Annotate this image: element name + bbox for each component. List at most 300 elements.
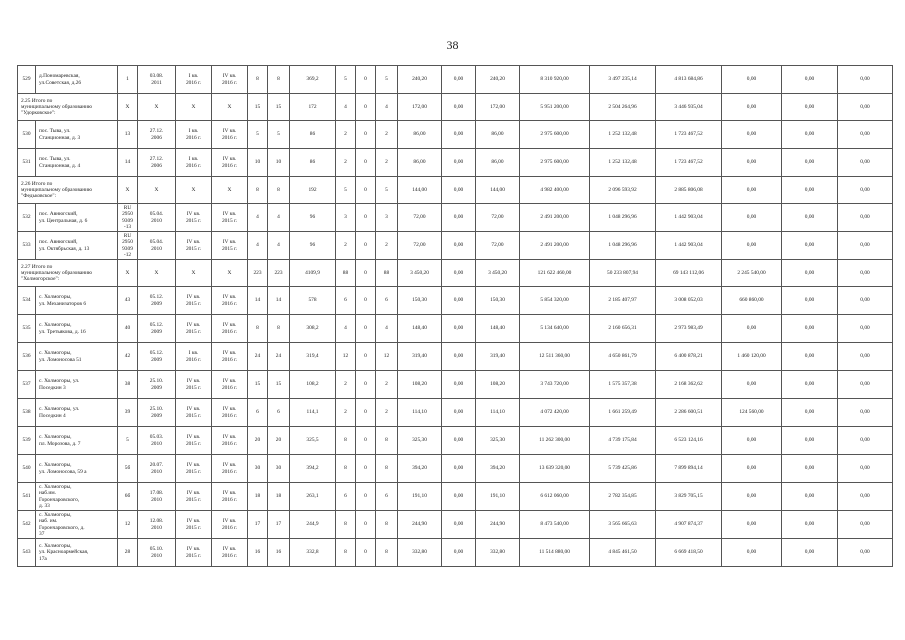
table-cell: 319,40	[476, 343, 520, 371]
table-cell: IV кв. 2015 г.	[212, 232, 248, 260]
table-cell: X	[118, 260, 138, 287]
table-cell: 0,00	[782, 455, 838, 483]
table-row	[18, 455, 893, 483]
table-row	[18, 343, 893, 371]
table-cell: 0,00	[722, 204, 782, 232]
table-cell: IV кв. 2015 г.	[176, 399, 212, 427]
table-cell: 3 743 720,00	[520, 371, 590, 399]
table-cell: 0,00	[838, 539, 893, 567]
table-cell: 0,00	[838, 371, 893, 399]
table-cell: 8	[248, 315, 268, 343]
table-cell: 0	[356, 483, 376, 511]
table-cell: 5 951 200,00	[520, 94, 590, 121]
table-cell: 144,00	[476, 177, 520, 204]
table-cell: 0,00	[838, 260, 893, 287]
table-cell: 0,00	[838, 121, 893, 149]
table-cell: 0,00	[782, 315, 838, 343]
table-cell: 3 497 235,14	[590, 66, 656, 94]
table-cell: 4 650 861,79	[590, 343, 656, 371]
table-cell: 8	[336, 427, 356, 455]
table-cell: 0,00	[782, 539, 838, 567]
page-number: 38	[446, 38, 459, 52]
table-cell: 2 168 362,62	[656, 371, 722, 399]
table-cell: 8 473 540,00	[520, 511, 590, 539]
table-cell: 578	[290, 287, 336, 315]
table-cell: 6	[248, 399, 268, 427]
table-cell: X	[176, 260, 212, 287]
table-cell: 0,00	[838, 66, 893, 94]
table-cell: 2	[336, 149, 356, 177]
table-cell: 0	[356, 121, 376, 149]
table-cell: 14	[268, 287, 290, 315]
table-cell: IV кв. 2016 г.	[212, 315, 248, 343]
table-cell: 0,00	[782, 483, 838, 511]
table-cell: 541	[18, 483, 36, 511]
table-cell: 38	[118, 371, 138, 399]
table-cell: 17	[248, 511, 268, 539]
table-cell: 4	[336, 94, 356, 121]
table-cell: 2 491 200,00	[520, 232, 590, 260]
table-cell: 6	[268, 399, 290, 427]
table-cell: 4	[336, 315, 356, 343]
table-cell: I кв. 2016 г.	[176, 121, 212, 149]
table-cell: 0,00	[442, 121, 476, 149]
table-cell: X	[176, 177, 212, 204]
table-cell: 8	[376, 539, 398, 567]
table-cell: 1 723 467,52	[656, 121, 722, 149]
table-cell: 0,00	[782, 149, 838, 177]
table-cell: 12	[336, 343, 356, 371]
table-cell: 4 907 874,37	[656, 511, 722, 539]
table-cell: 05.12. 2009	[138, 287, 176, 315]
table-cell: 3 450,20	[398, 260, 442, 287]
table-cell: 69 143 112,06	[656, 260, 722, 287]
table-cell: 1 442 903,04	[656, 204, 722, 232]
table-cell: IV кв. 2016 г.	[212, 287, 248, 315]
table-cell: 86,00	[476, 149, 520, 177]
table-cell: 0,00	[782, 232, 838, 260]
table-cell: с. Холмогоры, ул. Механизаторов 6	[36, 287, 118, 315]
table-cell: 244,90	[398, 511, 442, 539]
table-cell: 3 565 665,63	[590, 511, 656, 539]
table-cell: 0,00	[838, 149, 893, 177]
table-row	[18, 315, 893, 343]
table-cell: 1 575 357,38	[590, 371, 656, 399]
table-cell: 538	[18, 399, 36, 427]
table-cell: 0	[356, 343, 376, 371]
table-cell: 2	[336, 371, 356, 399]
table-row	[18, 399, 893, 427]
table-cell: 0,00	[442, 177, 476, 204]
table-cell: 4 982 400,00	[520, 177, 590, 204]
table-cell: 5	[376, 66, 398, 94]
table-cell: IV кв. 2015 г.	[176, 204, 212, 232]
table-cell: 43	[118, 287, 138, 315]
table-cell: 0,00	[722, 371, 782, 399]
table-cell: 4 813 684,86	[656, 66, 722, 94]
table-cell: 5б	[118, 455, 138, 483]
table-cell: 4 072 420,00	[520, 399, 590, 427]
table-cell: 6	[376, 483, 398, 511]
table-cell: 11 262 300,00	[520, 427, 590, 455]
table-cell: 150,30	[398, 287, 442, 315]
table-cell: 4 845 461,50	[590, 539, 656, 567]
table-cell: IV кв. 2015 г.	[176, 511, 212, 539]
table-cell: 7 899 894,14	[656, 455, 722, 483]
table-cell: 325,5	[290, 427, 336, 455]
table-cell: 50 233 807,94	[590, 260, 656, 287]
table-cell: 5	[336, 66, 356, 94]
table-cell: 05.10. 2010	[138, 539, 176, 567]
table-cell: 28	[118, 539, 138, 567]
table-cell: 4	[376, 315, 398, 343]
table-cell: 14	[118, 149, 138, 177]
table-cell: с. Холмогоры, наб.им. Горончаровского, д. 33	[36, 483, 118, 511]
table-cell: 2 885 806,08	[656, 177, 722, 204]
table-cell: пос. Тыва, ул. Станционная, д. 4	[36, 149, 118, 177]
table-cell: 86,00	[476, 121, 520, 149]
table-cell: 529	[18, 66, 36, 94]
table-cell: 0,00	[442, 539, 476, 567]
table-cell: 0	[356, 511, 376, 539]
table-cell: 0,00	[442, 511, 476, 539]
table-cell: 2.25 Итого по муниципальному образованию "Удорковское":	[18, 94, 118, 121]
table-cell: 0,00	[442, 149, 476, 177]
table-cell: 3 446 935,04	[656, 94, 722, 121]
table-cell: 172,00	[398, 94, 442, 121]
table-cell: 2	[376, 121, 398, 149]
table-cell: 0	[356, 315, 376, 343]
table-cell: 6 669 418,50	[656, 539, 722, 567]
table-cell: 537	[18, 371, 36, 399]
table-cell: 1 661 259,49	[590, 399, 656, 427]
table-cell: с. Холмогоры, ул. Поседкин 3	[36, 371, 118, 399]
table-cell: 8	[336, 455, 356, 483]
table-cell: X	[138, 260, 176, 287]
total-row	[18, 94, 893, 121]
table-cell: 88	[336, 260, 356, 287]
table-cell: 5 134 640,00	[520, 315, 590, 343]
table-cell: 1 048 296,96	[590, 204, 656, 232]
table-cell: 394,2	[290, 455, 336, 483]
table-cell: 148,40	[476, 315, 520, 343]
table-cell: 05.03. 2010	[138, 427, 176, 455]
table-cell: IV кв. 2015 г.	[176, 371, 212, 399]
table-cell: 2 782 354,85	[590, 483, 656, 511]
total-row	[18, 260, 893, 287]
table-cell: IV кв. 2015 г.	[176, 287, 212, 315]
table-cell: 0,00	[722, 539, 782, 567]
table-cell: с. Холмогоры, ул. Красноармейская, 17а	[36, 539, 118, 567]
table-cell: IV кв. 2016 г.	[212, 66, 248, 94]
table-cell: с. Холмогоры, пл. Морозова, д. 7	[36, 427, 118, 455]
table-cell: 4	[268, 204, 290, 232]
table-row	[18, 427, 893, 455]
table-cell: X	[118, 177, 138, 204]
table-cell: 2 504 264,96	[590, 94, 656, 121]
table-cell: 0,00	[782, 371, 838, 399]
table-cell: 540	[18, 455, 36, 483]
table-cell: 108,2	[290, 371, 336, 399]
table-cell: 223	[248, 260, 268, 287]
table-cell: 2 096 593,92	[590, 177, 656, 204]
table-cell: 8	[376, 511, 398, 539]
table-cell: с. Холмогоры, ул. Ломоносова, 59 а	[36, 455, 118, 483]
table-cell: 0,00	[838, 204, 893, 232]
table-cell: IV кв. 2015 г.	[212, 204, 248, 232]
table-cell: 542	[18, 511, 36, 539]
table-cell: 660 860,00	[722, 287, 782, 315]
table-cell: 5 739 425,86	[590, 455, 656, 483]
table-cell: 13	[118, 121, 138, 149]
table-cell: RU 2950 9309 -13	[118, 204, 138, 232]
table-cell: 4	[376, 94, 398, 121]
table-cell: 4	[248, 204, 268, 232]
table-cell: 0,00	[722, 483, 782, 511]
table-cell: 332,8	[290, 539, 336, 567]
table-cell: 42	[118, 343, 138, 371]
table-cell: 86,00	[398, 121, 442, 149]
table-cell: с. Холмогоры, ул. Третьякова, д. 16	[36, 315, 118, 343]
table-cell: X	[138, 177, 176, 204]
table-cell: 0,00	[782, 121, 838, 149]
table-cell: 15	[248, 94, 268, 121]
table-cell: 16	[248, 539, 268, 567]
table-cell: 8	[268, 315, 290, 343]
table-cell: IV кв. 2016 г.	[212, 539, 248, 567]
table-cell: 325,30	[476, 427, 520, 455]
table-cell: 0,00	[782, 177, 838, 204]
table-cell: 8 310 920,00	[520, 66, 590, 94]
table-cell: 0,00	[838, 427, 893, 455]
table-cell: 0,00	[442, 427, 476, 455]
table-cell: IV кв. 2015 г.	[176, 483, 212, 511]
table-cell: 332,80	[398, 539, 442, 567]
table-row	[18, 483, 893, 511]
table-cell: 8	[336, 511, 356, 539]
table-cell: X	[212, 260, 248, 287]
table-cell: 5 854 320,00	[520, 287, 590, 315]
table-cell: 0,00	[838, 287, 893, 315]
table-cell: 0,00	[838, 455, 893, 483]
table-cell: 96	[290, 204, 336, 232]
table-cell: 14	[248, 287, 268, 315]
table-cell: 0,00	[442, 232, 476, 260]
table-cell: 0	[356, 371, 376, 399]
table-cell: 30	[248, 455, 268, 483]
table-cell: 240,20	[398, 66, 442, 94]
table-cell: 0,00	[722, 94, 782, 121]
table-cell: 8	[268, 177, 290, 204]
table-cell: 11 514 880,00	[520, 539, 590, 567]
table-cell: 0,00	[442, 315, 476, 343]
table-cell: 2	[336, 232, 356, 260]
table-cell: 244,9	[290, 511, 336, 539]
table-cell: 369,2	[290, 66, 336, 94]
table-row	[18, 232, 893, 260]
table-cell: 148,40	[398, 315, 442, 343]
table-cell: 1 048 296,96	[590, 232, 656, 260]
table-cell: 1	[118, 66, 138, 94]
table-cell: 0	[356, 260, 376, 287]
table-cell: 0,00	[782, 399, 838, 427]
table-cell: 2.26 Итого по муниципальному образованию "Федьковское":	[18, 177, 118, 204]
table-cell: 0,00	[722, 149, 782, 177]
table-cell: 2	[336, 121, 356, 149]
table-cell: IV кв. 2015 г.	[176, 232, 212, 260]
table-cell: I кв. 2016 г.	[176, 149, 212, 177]
table-cell: 5	[336, 177, 356, 204]
table-cell: 2.27 Итого по муниципальному образованию "Холмогорское":	[18, 260, 118, 287]
table-cell: 0,00	[442, 399, 476, 427]
table-cell: 0	[356, 232, 376, 260]
table-cell: 0,00	[442, 66, 476, 94]
table-cell: 530	[18, 121, 36, 149]
table-cell: 2	[336, 399, 356, 427]
table-cell: 2	[376, 399, 398, 427]
table-cell: 6	[336, 483, 356, 511]
table-cell: X	[212, 177, 248, 204]
table-cell: 172	[290, 94, 336, 121]
table-cell: 0	[356, 427, 376, 455]
table-cell: 319,4	[290, 343, 336, 371]
table-cell: 1 460 120,00	[722, 343, 782, 371]
table-cell: 6 523 124,16	[656, 427, 722, 455]
table-cell: 39	[118, 399, 138, 427]
table-cell: 20	[248, 427, 268, 455]
table-cell: 2 491 200,00	[520, 204, 590, 232]
table-cell: 150,30	[476, 287, 520, 315]
table-cell: пос. Авнюгский, ул. Центральная, д. 6	[36, 204, 118, 232]
table-cell: 0,00	[722, 511, 782, 539]
table-row	[18, 66, 893, 94]
table-cell: 27.12. 2006	[138, 149, 176, 177]
table-cell: 3 008 052,03	[656, 287, 722, 315]
table-cell: 0,00	[442, 287, 476, 315]
table-cell: 30	[268, 455, 290, 483]
table-cell: 0,00	[838, 343, 893, 371]
table-cell: 0,00	[442, 343, 476, 371]
table-cell: 15	[268, 94, 290, 121]
table-cell: 0,00	[442, 260, 476, 287]
table-cell: 10	[268, 149, 290, 177]
table-cell: 191,10	[476, 483, 520, 511]
table-cell: 0,00	[838, 315, 893, 343]
table-cell: IV кв. 2016 г.	[212, 511, 248, 539]
table-cell: 0,00	[722, 121, 782, 149]
table-cell: 25.10. 2009	[138, 371, 176, 399]
table-cell: 144,00	[398, 177, 442, 204]
table-cell: с. Холмогоры, ул. Поседкин 4	[36, 399, 118, 427]
table-cell: 0,00	[838, 94, 893, 121]
table-cell: IV кв. 2016 г.	[212, 121, 248, 149]
table-cell: 96	[290, 232, 336, 260]
table-cell: 6	[376, 287, 398, 315]
table-cell: 20	[268, 427, 290, 455]
table-row	[18, 371, 893, 399]
table-cell: 394,20	[398, 455, 442, 483]
table-cell: IV кв. 2016 г.	[212, 343, 248, 371]
table-cell: 12 511 360,00	[520, 343, 590, 371]
table-cell: 1 252 132,48	[590, 121, 656, 149]
table-cell: 0,00	[722, 177, 782, 204]
table-cell: 532	[18, 204, 36, 232]
table-cell: X	[212, 94, 248, 121]
table-cell: 0,00	[722, 232, 782, 260]
table-cell: 5	[118, 427, 138, 455]
table-cell: с. Холмогоры, ул. Ломоносова 51	[36, 343, 118, 371]
table-cell: I кв. 2016 г.	[176, 343, 212, 371]
table-cell: 121 622 460,00	[520, 260, 590, 287]
table-cell: 8	[336, 539, 356, 567]
table-cell: 240,20	[476, 66, 520, 94]
table-cell: 0,00	[442, 455, 476, 483]
table-cell: 25.10. 2009	[138, 399, 176, 427]
table-cell: 539	[18, 427, 36, 455]
table-cell: 0,00	[838, 483, 893, 511]
table-cell: IV кв. 2016 г.	[212, 371, 248, 399]
table-cell: IV кв. 2016 г.	[212, 455, 248, 483]
table-cell: 0,00	[782, 511, 838, 539]
table-cell: 05.12. 2009	[138, 343, 176, 371]
table-cell: 4109,9	[290, 260, 336, 287]
table-cell: 0	[356, 149, 376, 177]
table-cell: 263,1	[290, 483, 336, 511]
table-cell: 543	[18, 539, 36, 567]
table-cell: 0	[356, 399, 376, 427]
table-cell: 6 400 878,21	[656, 343, 722, 371]
table-cell: 6б	[118, 483, 138, 511]
table-cell: 0,00	[722, 455, 782, 483]
table-cell: 0,00	[838, 511, 893, 539]
table-cell: 4	[268, 232, 290, 260]
table-cell: 0,00	[722, 66, 782, 94]
table-cell: IV кв. 2015 г.	[176, 539, 212, 567]
table-cell: 5	[248, 121, 268, 149]
table-cell: 8	[376, 455, 398, 483]
table-row	[18, 539, 893, 567]
table-cell: 535	[18, 315, 36, 343]
table-cell: 17.08. 2010	[138, 483, 176, 511]
table-cell: X	[138, 94, 176, 121]
table-cell: IV кв. 2015 г.	[176, 455, 212, 483]
table-row	[18, 511, 893, 539]
table-cell: 2 975 600,00	[520, 121, 590, 149]
table-cell: 86	[290, 121, 336, 149]
table-cell: 2	[376, 149, 398, 177]
table-cell: IV кв. 2016 г.	[212, 483, 248, 511]
table-cell: 0,00	[722, 427, 782, 455]
table-cell: 5	[376, 177, 398, 204]
table-cell: 332,80	[476, 539, 520, 567]
table-cell: 0,00	[442, 204, 476, 232]
table-cell: 0,00	[442, 94, 476, 121]
table-cell: 0	[356, 204, 376, 232]
table-cell: 4	[248, 232, 268, 260]
table-cell: 24	[268, 343, 290, 371]
table-cell: 0	[356, 539, 376, 567]
table-cell: 72,00	[398, 204, 442, 232]
table-cell: 27.12. 2006	[138, 121, 176, 149]
table-cell: 0	[356, 94, 376, 121]
table-cell: 394,20	[476, 455, 520, 483]
table-row	[18, 204, 893, 232]
table-cell: 0	[356, 287, 376, 315]
table-cell: пос. Тыва, ул. Станционная, д. 3	[36, 121, 118, 149]
table-cell: 0,00	[782, 94, 838, 121]
table-cell: IV кв. 2016 г.	[212, 399, 248, 427]
table-cell: 72,00	[476, 232, 520, 260]
